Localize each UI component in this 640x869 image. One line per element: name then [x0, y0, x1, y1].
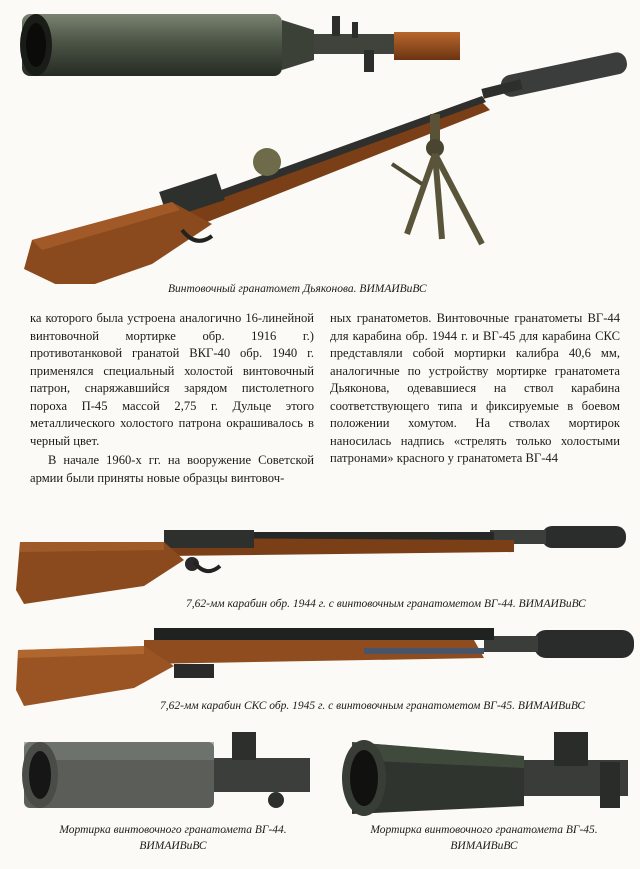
photo-vg45-mortar	[334, 722, 634, 818]
caption-vg45-carbine: 7,62-мм карабин СКС обр. 1945 г. с винтовочным гранатометом ВГ-45. ВИМАИВиВС	[160, 700, 586, 712]
caption-vg44-carbine: 7,62-мм карабин обр. 1944 г. с винтовочным гранатометом ВГ-44. ВИМАИВиВС	[186, 598, 586, 610]
photo-vg44-carbine	[14, 512, 630, 608]
caption-vg44-mortar-line2: ВИМАИВиВС	[139, 840, 207, 852]
caption-vg44-mortar-line1: Мортирка винтовочного гранатомета ВГ-44.	[59, 824, 287, 836]
caption-dyakonov: Винтовочный гранатомет Дьяконова. ВИМАИВиВС	[168, 283, 427, 295]
paragraph: ных гранатометов. Винтовочные гранатометы ВГ-44 для карабина обр. 1944 г. и ВГ-45 для карабина СКС представляли собой мортирки калибра 40,6 мм, аналогичные по устройству мортирке гранатомета Дьяконова, одевавшиеся на ствол карабина соответствующего типа и фиксируемые в боевом положении хомутом. На стволах мортирок наносилась надпись «стрелять только холостыми патронами» красного у гранатомета ВГ-44	[330, 311, 620, 465]
text-column-right	[330, 310, 620, 468]
paragraph: ка которого была устроена аналогично 16-линейной винтовочной мортирке обр. 1916 г.) противотанковой гранатой ВКГ-40 обр. 1940 г. применялся специальный холостой винтовочный патрон, снаряжавшийся зарядом пистолетного пороха П-45 массой 2,75 г. Дульце этого металлического холостого патрона окрашивалось в черный цвет.	[30, 311, 314, 448]
paragraph: В начале 1960-х гг. на вооружение Советской армии были приняты новые образцы винтовоч-	[30, 453, 314, 485]
caption-vg45-mortar-line1: Мортирка винтовочного гранатомета ВГ-45.	[370, 824, 598, 836]
photo-vg44-mortar	[14, 728, 314, 820]
photo-dyakonov-rifle	[12, 44, 634, 284]
caption-vg45-mortar-line2: ВИМАИВиВС	[450, 840, 518, 852]
text-column-left	[30, 310, 314, 487]
photo-vg45-carbine	[14, 618, 638, 712]
